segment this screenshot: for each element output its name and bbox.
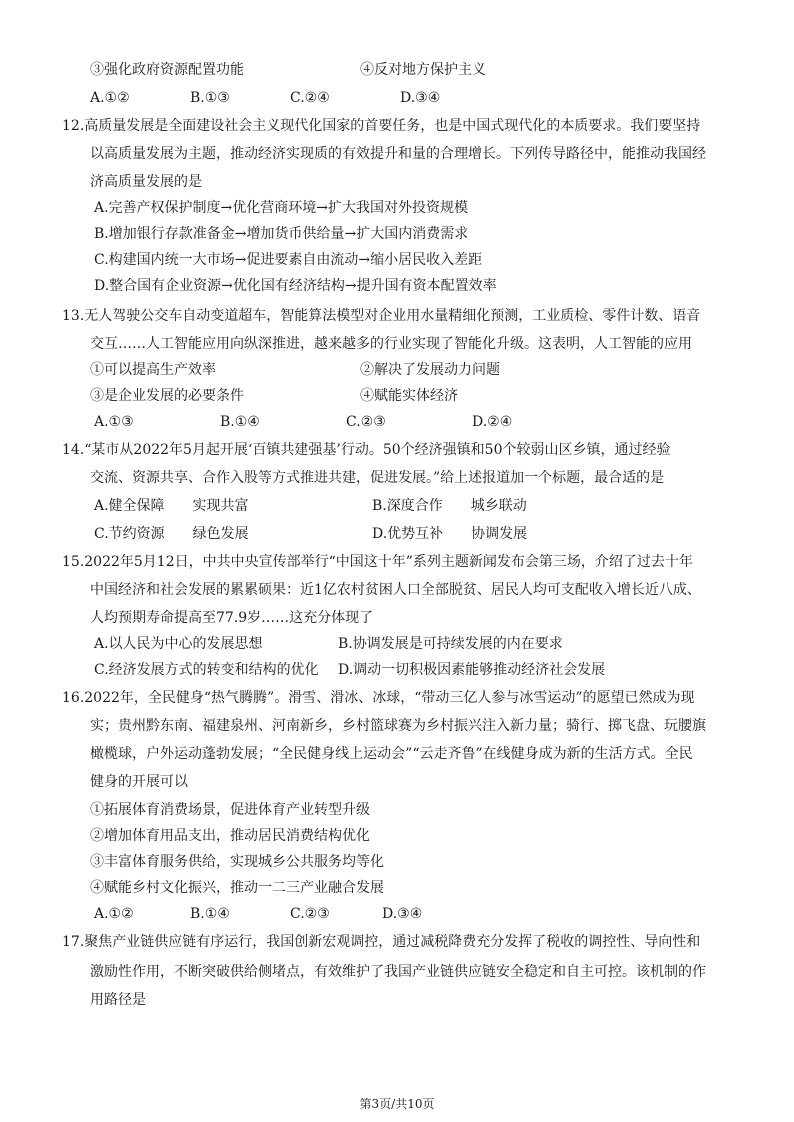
question-16-statement-4: ④赋能乡村文化振兴，推动一二三产业融合发展 [90,880,384,896]
question-16-answer-b: B.①④ [190,906,230,922]
question-16-statement-2: ②增加体育用品支出，推动居民消费结构优化 [90,828,370,844]
question-12-option-a: A.完善产权保护制度→优化营商环境→扩大我国对外投资规模 [94,200,469,216]
question-14-option-b: B.深度合作 城乡联动 [372,498,527,514]
question-12-option-c: C.构建国内统一大市场→促进要素自由流动→缩小居民收入差距 [94,252,483,268]
question-12-text: 12.高质量发展是全面建设社会主义现代化国家的首要任务，也是中国式现代化的本质要求。我们要坚持 [62,118,701,134]
question-17-text: 用路径是 [90,992,146,1008]
question-14-text: 交流、资源共享、合作入股等方式推进共建，促进发展。”给上述报道加一个标题，最合适的是 [90,470,665,486]
question-13-answer-a: A.①③ [94,414,134,430]
question-14-option-c: C.节约资源 绿色发展 [94,526,249,542]
question-15-text: 中国经济和社会发展的累累硕果：近1亿农村贫困人口全部脱贫、居民人均可支配收入增长近八成、 [90,582,701,598]
question-12-text: 济高质量发展的是 [90,174,202,190]
question-12-text: 以高质量发展为主题，推动经济实现质的有效提升和量的合理增长。下列传导路径中，能推动我国经 [90,146,706,162]
question-14-option-d: D.优势互补 协调发展 [372,526,528,542]
question-16-statement-1: ①拓展体育消费场景，促进体育产业转型升级 [90,802,370,818]
question-16-text: 16.2022年，全民健身“热气腾腾”。滑雪、滑冰、冰球，“带动三亿人参与冰雪运动”的愿望已然成为现 [62,690,695,706]
question-13-statement-2: ②解决了发展动力问题 [360,362,500,378]
question-16-answer-d: D.③④ [382,906,423,922]
question-16-answer-c: C.②③ [290,906,330,922]
page-number: 第3页/共10页 [359,1097,435,1111]
answer-a: A.①② [90,90,130,106]
question-12-option-d: D.整合国有企业资源→优化国有经济结构→提升国有资本配置效率 [94,278,497,294]
question-16-text: 实；贵州黔东南、福建泉州、河南新乡，乡村篮球赛为乡村振兴注入新力量；骑行、掷飞盘、玩腰旗 [90,718,706,734]
question-15-text: 人均预期寿命提高至77.9岁……这充分体现了 [90,610,374,626]
question-12-option-b: B.增加银行存款准备金→增加货币供给量→扩大国内消费需求 [94,226,469,242]
question-13-text: 13.无人驾驶公交车自动变道超车，智能算法模型对企业用水量精细化预测，工业质检、零件计数、语音 [62,308,701,324]
question-17-text: 激励性作用，不断突破供给侧堵点，有效维护了我国产业链供应链安全稳定和自主可控。该机制的作 [90,964,706,980]
answer-c: C.②④ [290,90,330,106]
question-15-option-d: D.调动一切积极因素能够推动经济社会发展 [338,662,606,678]
question-14-text: 14.“某市从2022年5月起开展‘百镇共建强基’行动。50个经济强镇和50个较弱山区乡镇，通过经验 [62,442,671,458]
question-13-statement-4: ④赋能实体经济 [360,388,458,404]
option-4: ④反对地方保护主义 [360,62,486,78]
answer-d: D.③④ [400,90,441,106]
question-15-option-b: B.协调发展是可持续发展的内在要求 [338,636,563,652]
question-14-option-a: A.健全保障 实现共富 [94,498,249,514]
question-13-statement-1: ①可以提高生产效率 [90,362,216,378]
option-3: ③强化政府资源配置功能 [90,62,244,78]
question-15-option-a: A.以人民为中心的发展思想 [94,636,263,652]
question-13-statement-3: ③是企业发展的必要条件 [90,388,244,404]
question-15-option-c: C.经济发展方式的转变和结构的优化 [94,662,319,678]
question-15-text: 15.2022年5月12日，中共中央宣传部举行“中国这十年”系列主题新闻发布会第三场，介绍了过去十年 [62,554,693,570]
question-16-statement-3: ③丰富体育服务供给，实现城乡公共服务均等化 [90,854,384,870]
question-13-answer-b: B.①④ [220,414,260,430]
question-13-answer-c: C.②③ [346,414,386,430]
answer-b: B.①③ [190,90,230,106]
question-13-answer-d: D.②④ [472,414,513,430]
question-13-text: 交互……人工智能应用向纵深推进，越来越多的行业实现了智能化升级。这表明，人工智能的应用 [90,336,692,352]
question-16-text: 健身的开展可以 [90,774,188,790]
question-16-text: 橄榄球，户外运动蓬勃发展；“全民健身线上运动会”“云走齐鲁”在线健身成为新的生活方式。全民 [90,746,693,762]
question-17-text: 17.聚焦产业链供应链有序运行，我国创新宏观调控，通过减税降费充分发挥了税收的调控性、导向性和 [62,934,701,950]
question-16-answer-a: A.①② [94,906,134,922]
